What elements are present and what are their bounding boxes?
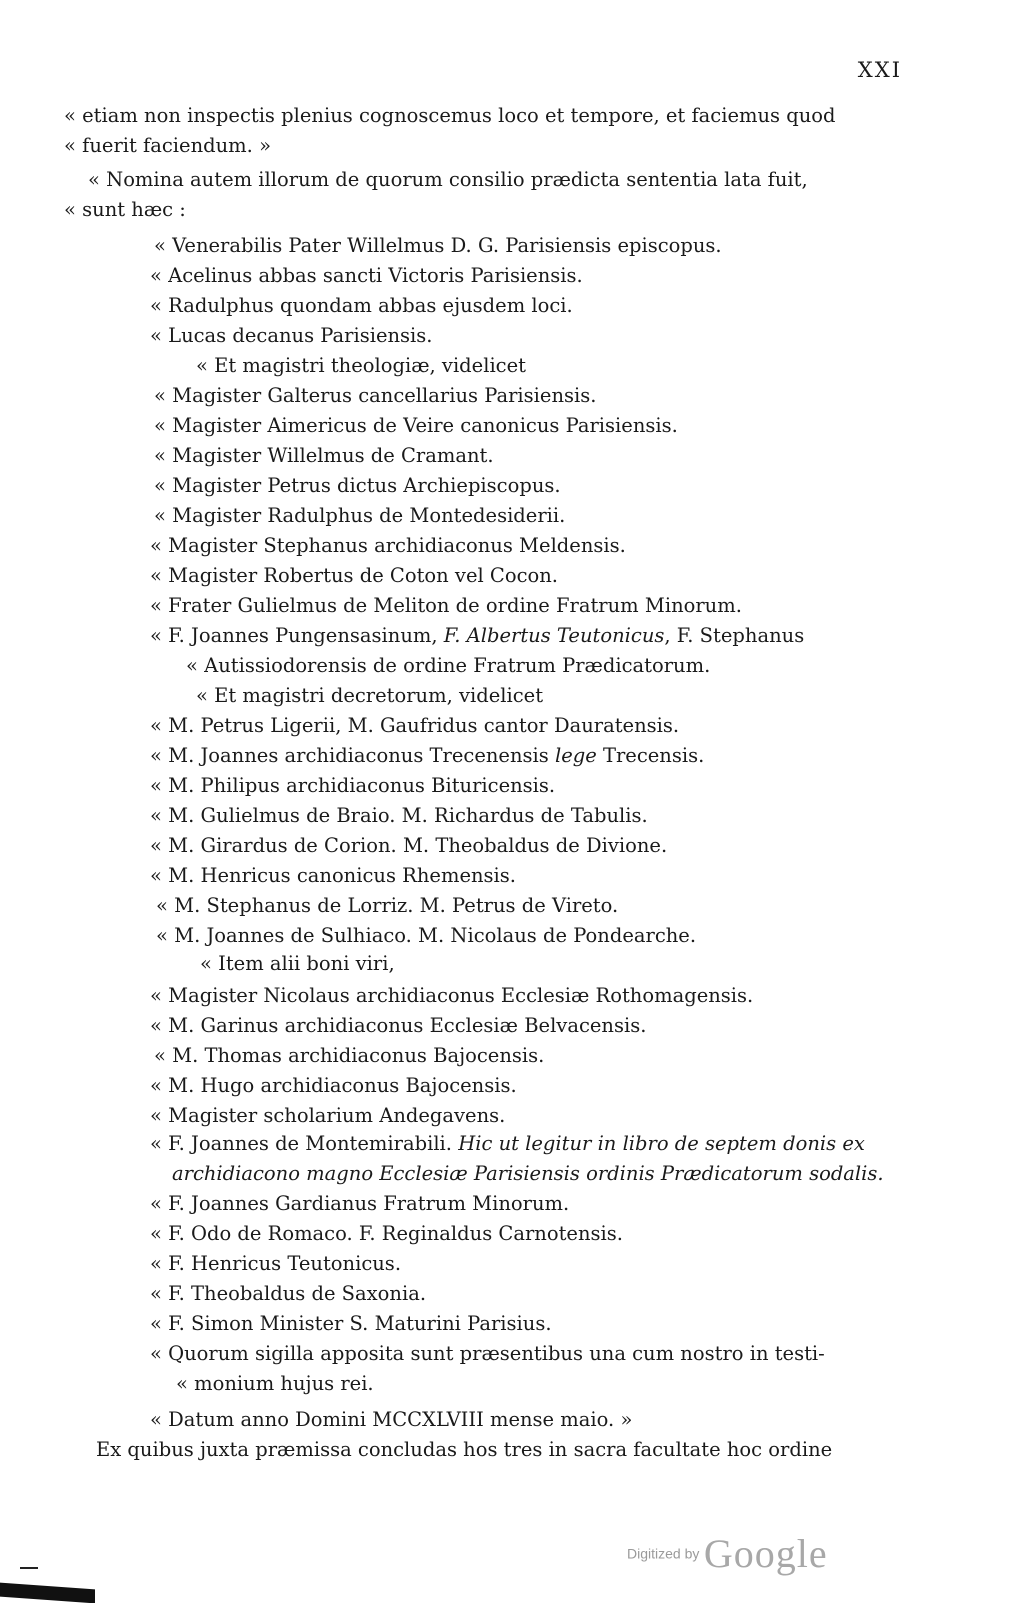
watermark-prefix: Digitized by xyxy=(627,1545,700,1562)
text-segment: Ex quibus juxta præmissa concludas hos tres in sacra facultate hoc ordine xyxy=(96,1438,833,1461)
text-line xyxy=(150,1222,623,1246)
text-line xyxy=(150,294,573,318)
text-segment: « Venerabilis Pater Willelmus D. G. Parisiensis episcopus. xyxy=(154,234,722,257)
text-segment: « Magister Radulphus de Montedesiderii. xyxy=(154,504,566,527)
text-line xyxy=(150,564,558,588)
text-line xyxy=(150,834,667,858)
text-segment: « Magister Robertus de Coton vel Cocon. xyxy=(150,564,558,587)
text-segment: « M. Girardus de Corion. M. Theobaldus de Divione. xyxy=(150,834,668,857)
text-segment: « Datum anno Domini MCCXLVIII mense maio. » xyxy=(150,1408,633,1431)
text-segment: « Item alii boni viri, xyxy=(200,952,395,975)
text-line xyxy=(150,1104,505,1128)
scan-edge-mark xyxy=(20,1567,38,1569)
text-segment: « M. Hugo archidiaconus Bajocensis. xyxy=(150,1074,517,1097)
text-segment: « M. Philipus archidiaconus Bituricensis. xyxy=(150,774,556,797)
text-line xyxy=(154,504,565,528)
text-line xyxy=(196,684,543,708)
text-line xyxy=(150,804,648,828)
text-line xyxy=(196,354,526,378)
italic-segment: Hic ut legitur in libro de septem donis ex xyxy=(458,1132,865,1155)
text-segment: « monium hujus rei. xyxy=(176,1372,374,1395)
text-segment: « Lucas decanus Parisiensis. xyxy=(150,324,433,347)
text-segment: « Magister Stephanus archidiaconus Meldensis. xyxy=(150,534,626,557)
text-segment: « Et magistri decretorum, videlicet xyxy=(196,684,544,707)
text-line xyxy=(150,864,516,888)
text-line xyxy=(150,774,555,798)
text-segment: « F. Joannes Pungensasinum, xyxy=(150,624,444,647)
italic-segment: archidiacono magno Ecclesiæ Parisiensis ordinis Prædicatorum sodalis. xyxy=(172,1162,884,1185)
text-segment: « M. Henricus canonicus Rhemensis. xyxy=(150,864,516,887)
text-segment: « Magister Petrus dictus Archiepiscopus. xyxy=(154,474,561,497)
text-segment: « F. Odo de Romaco. F. Reginaldus Carnotensis. xyxy=(150,1222,623,1245)
text-line xyxy=(150,714,679,738)
text-line xyxy=(150,264,583,288)
text-line xyxy=(154,234,722,258)
text-segment: « F. Henricus Teutonicus. xyxy=(150,1252,402,1275)
text-line xyxy=(200,952,395,976)
text-line xyxy=(150,1132,865,1156)
text-segment: « Acelinus abbas sancti Victoris Parisiensis. xyxy=(150,264,583,287)
text-line xyxy=(154,474,561,498)
digitized-watermark xyxy=(627,1530,828,1577)
text-line xyxy=(150,1192,569,1216)
text-line xyxy=(150,594,742,618)
text-line xyxy=(150,534,626,558)
text-line xyxy=(64,198,186,222)
text-line xyxy=(150,624,804,648)
text-segment: « M. Garinus archidiaconus Ecclesiæ Belvacensis. xyxy=(150,1014,647,1037)
text-line xyxy=(156,894,618,918)
text-segment: « Quorum sigilla apposita sunt præsentibus una cum nostro in testi- xyxy=(150,1342,825,1365)
text-line xyxy=(154,444,494,468)
text-line xyxy=(186,654,710,678)
text-segment: « Autissiodorensis de ordine Fratrum Prædicatorum. xyxy=(186,654,711,677)
text-line xyxy=(64,104,836,128)
text-segment: « Et magistri theologiæ, videlicet xyxy=(196,354,526,377)
text-segment: « Magister Nicolaus archidiaconus Ecclesiæ Rothomagensis. xyxy=(150,984,754,1007)
text-line xyxy=(150,1252,401,1276)
text-segment: Trecensis. xyxy=(596,744,705,767)
text-line xyxy=(150,744,704,768)
text-line xyxy=(88,168,808,192)
text-segment: , F. Stephanus xyxy=(664,624,805,647)
text-segment: « M. Joannes archidiaconus Trecenensis xyxy=(150,744,555,767)
text-segment: « fuerit faciendum. » xyxy=(64,134,271,157)
text-line xyxy=(150,324,433,348)
text-segment: « Magister Aimericus de Veire canonicus Parisiensis. xyxy=(154,414,678,437)
text-line xyxy=(150,1312,552,1336)
text-line xyxy=(150,1014,646,1038)
text-segment: « F. Joannes Gardianus Fratrum Minorum. xyxy=(150,1192,570,1215)
text-segment: « M. Stephanus de Lorriz. M. Petrus de Vireto. xyxy=(156,894,619,917)
text-line xyxy=(150,984,753,1008)
text-line xyxy=(150,1342,825,1366)
text-segment: « M. Thomas archidiaconus Bajocensis. xyxy=(154,1044,545,1067)
text-segment: « Frater Gulielmus de Meliton de ordine Fratrum Minorum. xyxy=(150,594,742,617)
text-segment: « Magister scholarium Andegavens. xyxy=(150,1104,506,1127)
text-segment: « Nomina autem illorum de quorum consilio prædicta sententia lata fuit, xyxy=(88,168,808,191)
text-segment: « M. Gulielmus de Braio. M. Richardus de Tabulis. xyxy=(150,804,648,827)
google-logo: Google xyxy=(703,1531,828,1576)
text-segment: « etiam non inspectis plenius cognoscemus loco et tempore, et faciemus quod xyxy=(64,104,836,127)
text-line xyxy=(150,1408,632,1432)
text-line xyxy=(154,414,678,438)
text-segment: « M. Joannes de Sulhiaco. M. Nicolaus de Pondearche. xyxy=(156,924,697,947)
text-segment: « F. Simon Minister S. Maturini Parisius. xyxy=(150,1312,552,1335)
italic-segment: lege xyxy=(554,744,597,767)
text-segment: « Radulphus quondam abbas ejusdem loci. xyxy=(150,294,573,317)
text-line xyxy=(156,924,696,948)
text-segment: « Magister Willelmus de Cramant. xyxy=(154,444,494,467)
text-line xyxy=(64,134,271,158)
text-line xyxy=(176,1372,374,1396)
text-line xyxy=(172,1162,884,1186)
text-line xyxy=(96,1438,832,1462)
text-line xyxy=(154,384,596,408)
page-number: XXI xyxy=(857,58,902,82)
text-segment: « sunt hæc : xyxy=(64,198,186,221)
text-segment: « F. Theobaldus de Saxonia. xyxy=(150,1282,427,1305)
text-line xyxy=(150,1074,517,1098)
text-segment: « Magister Galterus cancellarius Parisiensis. xyxy=(154,384,597,407)
text-line xyxy=(150,1282,426,1306)
text-segment: « M. Petrus Ligerii, M. Gaufridus cantor Dauratensis. xyxy=(150,714,680,737)
text-segment: « F. Joannes de Montemirabili. xyxy=(150,1132,459,1155)
text-line xyxy=(154,1044,544,1068)
italic-segment: F. Albertus Teutonicus xyxy=(443,624,665,647)
